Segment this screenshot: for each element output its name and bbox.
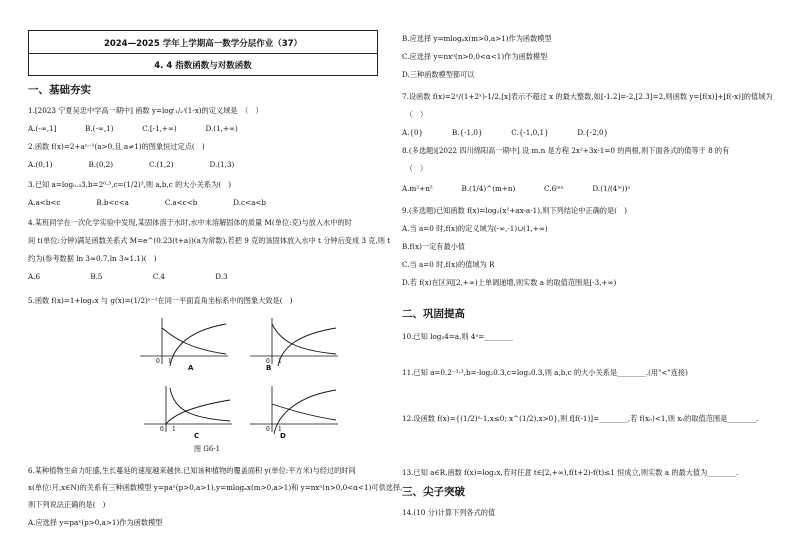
section-consolidate: 二、巩固提高 — [402, 308, 465, 320]
question-14: 14.(10 分)计算下列各式的值 — [402, 508, 496, 517]
svg-text:1: 1 — [168, 358, 172, 365]
graph-label-b: B — [266, 364, 272, 372]
header-divider — [29, 53, 377, 54]
graph-c — [144, 384, 234, 434]
question-6-line-2: x(单位:月,x∈N)的关系有三种函数模型 y=paˣ(p>0,a>1),y=mlogₐx(m>0,a>1)和 y=nxᵅ(n>0,0<α<1)可供选择, — [28, 483, 403, 492]
question-10: 10.已知 log₃4=a,则 4ᵃ=________ — [402, 332, 513, 341]
options-3: A.a<b<c B.b<c<a C.a<c<b D.c<a<b — [28, 198, 266, 207]
question-9: 9.(多选题)已知函数 f(x)=log₂(x²+ax-a-1),则下列结论中正确的是( ) — [402, 206, 627, 215]
section-advanced: 三、尖子突破 — [402, 486, 465, 498]
question-6-line-3: 则下列说法正确的是( ) — [28, 500, 106, 509]
graph-a — [140, 316, 230, 366]
graph-label-a: A — [188, 364, 194, 372]
question-4-line-2: 间 t(单位:分钟)满足函数关系式 M=e^(0.23(t+a))(a为常数).若把 9 克的该固体放入水中 t 分钟后变成 3 克,则 t — [28, 236, 391, 245]
question-6-line-1: 6.某种植物生命力旺盛,生长蔓延的速度越来越快.已知该种植物的覆盖面积 y(单位:平方米)与经过的时间 — [28, 466, 356, 475]
options-6-b: B.应选择 y=mlogₐx(m>0,a>1)作为函数模型 — [402, 34, 552, 43]
graph-d — [250, 384, 340, 434]
options-6-c: C.应选择 y=nxᵅ(n>0,0<α<1)作为函数模型 — [402, 52, 548, 61]
question-3: 3.已知 a=log₀.₃3,b=2⁰·³,c=(1/2)³,则 a,b,c 的大小关系为( ) — [28, 180, 232, 189]
options-9-b: B.f(x)一定有最小值 — [402, 242, 466, 251]
header-box — [28, 30, 378, 76]
options-9-c: C.当 a=0 时,f(x)的值域为 R — [402, 260, 495, 269]
graph-b — [250, 316, 340, 366]
question-4-line-3: 约为(参考数据 ln 3≈0.7,ln 3≈1.1)( ) — [28, 254, 157, 263]
question-5: 5.函数 f(x)=1+log₂x 与 g(x)=(1/2)ˣ⁻¹在同一平面直角坐标系中的图象大致是( ) — [28, 296, 293, 305]
question-2: 2.函数 f(x)=2+aˣ⁻¹(a>0,且 a≠1)的图象恒过定点( ) — [28, 142, 205, 151]
figure-caption: 图 G6-1 — [194, 445, 221, 453]
question-8: 8.(多选题)[2022 四川绵阳高一期中] 设 m,n 是方程 2x²+3x-1=0 的两根,则下面各式的值等于 8 的有 — [402, 146, 730, 155]
options-9-d: D.若 f(x)在区间[2,+∞)上单调递增,则实数 a 的取值范围是[-3,+∞) — [402, 278, 617, 287]
options-2: A.(0,1) B.(0,2) C.(1,2) D.(1,3) — [28, 160, 235, 169]
svg-text:0: 0 — [156, 358, 160, 365]
options-9-a: A.当 a=0 时,f(x)的定义域为(-∞,-1)∪(1,+∞) — [402, 224, 548, 233]
question-7-paren: （ ） — [402, 110, 428, 119]
svg-text:1: 1 — [278, 358, 282, 365]
question-13: 13.已知 a∈R,函数 f(x)=log₂x,若对任意 t∈[2,+∞),f(t+2)-f(t)≤1 恒成立,则实数 a 的最大值为________. — [402, 468, 739, 477]
section-basic: 一、基础夯实 — [28, 84, 91, 96]
svg-text:0: 0 — [266, 358, 270, 365]
svg-text:0: 0 — [160, 426, 164, 433]
options-6-a: A.应选择 y=paˣ(p>0,a>1)作为函数模型 — [28, 518, 163, 527]
question-11: 11.已知 a=0.2⁻³·³,b=-log₂0.3,c=log₂0.3,则 a,b,c 的大小关系是________.(用"<"连接) — [402, 368, 688, 377]
question-12: 12.设函数 f(x)={(1/2)ˣ-1,x≤0; x^(1/2),x>0},则 f[f(-1)]=________,若 f(x₀)<1,则 x₀的取值范围是________. — [402, 414, 759, 423]
page-title: 2024—2025 学年上学期高一数学分层作业（37） — [103, 39, 303, 49]
question-1: 1.[2023 宁夏吴忠中学高一期中] 函数 y=log⁽₁/₂⁾(1-x)的定义域是 （ ） — [28, 106, 263, 115]
options-6-d: D.三种函数模型都可以 — [402, 70, 475, 79]
options-1: A.(-∞,1] B.(-∞,1) C.[-1,+∞) D.(1,+∞) — [28, 124, 238, 133]
question-8-paren: （ ） — [402, 164, 428, 173]
options-7: A.{0} B.{-1,0} C.{-1,0,1} D.{-2,0} — [402, 128, 609, 137]
page-subtitle: 4. 4 指数函数与对数函数 — [154, 61, 252, 71]
question-4-line-1: 4.某班同学在一次化学实验中发现,某固体溶于水时,水中未溶解固体的质量 M(单位:克)与放入水中的时 — [28, 218, 352, 227]
graph-label-d: D — [280, 432, 286, 440]
options-8: A.m²+n² B.(1/4)^(m+n) C.6ᵐⁿ D.(1/(4ᵐ))ⁿ — [402, 184, 631, 193]
options-4: A.6 B.5 C.4 D.3 — [28, 272, 228, 281]
svg-text:1: 1 — [172, 426, 176, 433]
question-7: 7.设函数 f(x)=2ˣ/(1+2ˣ)-1/2,[x]表示不超过 x 的最大整数,如[-1.2]=-2,[2.3]=2,则函数 y=[f(x)]+[f(-x)]的值域为 — [402, 92, 773, 101]
svg-text:0: 0 — [266, 426, 270, 433]
graph-label-c: C — [194, 432, 200, 440]
svg-text:1: 1 — [278, 426, 282, 433]
